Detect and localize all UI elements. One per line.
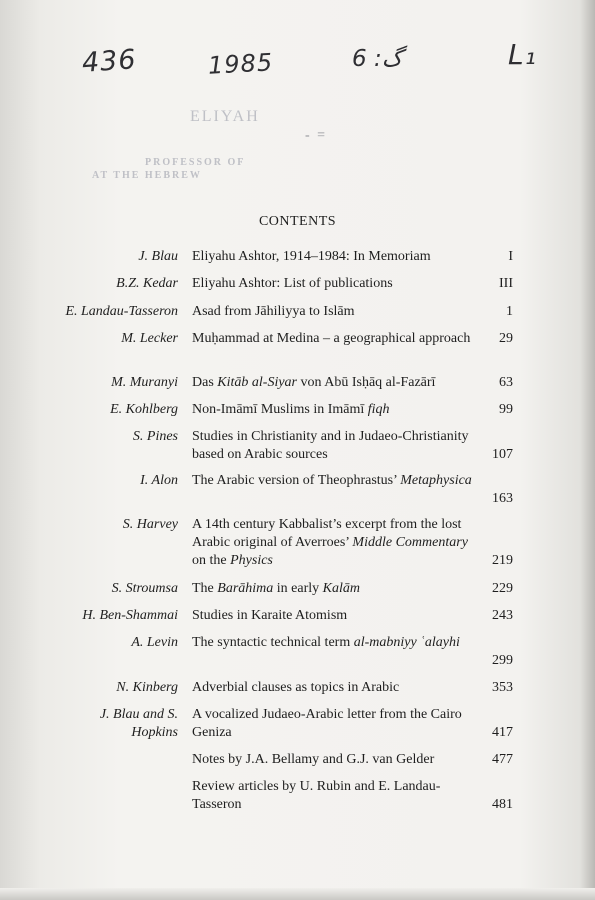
toc-page-number: 243 (492, 608, 513, 623)
toc-author: H. Ben-Shammai (82, 608, 178, 623)
show-through-line-2: PROFESSOR OF (145, 157, 246, 168)
toc-title: Asad from Jāhiliyya to Islām (192, 304, 355, 319)
handwritten-issue: گ: 6 (352, 46, 403, 72)
handwritten-year: 1985 (207, 48, 274, 80)
toc-page-number: I (508, 249, 513, 264)
toc-title: Adverbial clauses as topics in Arabic (192, 680, 400, 695)
handwritten-mark: L₁ (508, 38, 537, 71)
toc-author: A. Levin (131, 635, 178, 650)
toc-page-number: 353 (492, 680, 513, 695)
toc-title: Review articles by U. Rubin and E. Landau-Tasseron (192, 779, 441, 812)
toc-author: S. Stroumsa (111, 581, 178, 596)
toc-page-number: III (499, 276, 513, 291)
handwritten-number: 436 (80, 44, 138, 79)
toc-title: Muḥammad at Medina – a geographical approach (192, 331, 471, 346)
toc-title: Eliyahu Ashtor, 1914–1984: In Memoriam (192, 249, 431, 264)
toc-author: B.Z. Kedar (116, 276, 178, 291)
toc-title: The Arabic version of Theophrastus’ Metaphysica (192, 473, 472, 488)
toc-page-number: 107 (492, 447, 513, 462)
toc-author: N. Kinberg (116, 680, 178, 695)
toc-title: The Barāhima in early Kalām (192, 581, 360, 596)
toc-title: Studies in Christianity and in Judaeo-Christianity based on Arabic sources (192, 429, 469, 462)
toc-page-number: 417 (492, 725, 513, 740)
toc-author: J. Blau (138, 249, 178, 264)
show-through-dash: - = (305, 128, 328, 143)
toc-title: A vocalized Judaeo-Arabic letter from the Cairo Geniza (192, 707, 462, 740)
toc-title: The syntactic technical term al-mabniyy ʿalayhi (192, 635, 460, 650)
toc-page-number: 163 (492, 491, 513, 506)
toc-author: M. Muranyi (111, 375, 178, 390)
toc-title: Non-Imāmī Muslims in Imāmī fiqh (192, 402, 390, 417)
toc-author: J. Blau and S. Hopkins (99, 707, 178, 740)
toc-page-number: 99 (499, 402, 513, 417)
toc-title: Studies in Karaite Atomism (192, 608, 348, 623)
toc-title: Das Kitāb al-Siyar von Abū Isḥāq al-Fazārī (192, 375, 436, 390)
toc-page-number: 219 (492, 553, 513, 568)
contents-heading: CONTENTS (258, 214, 337, 229)
toc-page-number: 299 (492, 653, 513, 668)
toc-title: Eliyahu Ashtor: List of publications (192, 276, 393, 291)
toc-author: S. Pines (132, 429, 178, 444)
toc-page-number: 481 (492, 797, 513, 812)
toc-author: S. Harvey (122, 517, 178, 532)
toc-page-number: 29 (499, 331, 513, 346)
toc-page-number: 1 (506, 304, 513, 319)
page-bottom-edge (0, 888, 595, 900)
show-through-line-1: ELIYAH (190, 108, 260, 125)
toc-author: E. Kohlberg (110, 402, 178, 417)
toc-author: E. Landau-Tasseron (65, 304, 178, 319)
toc-title: Notes by J.A. Bellamy and G.J. van Gelder (192, 752, 435, 767)
toc-author: I. Alon (140, 473, 178, 488)
toc-page-number: 477 (492, 752, 513, 767)
toc-title: A 14th century Kabbalist’s excerpt from the lost Arabic original of Averroes’ Middle Commentary on the Physics (192, 517, 468, 568)
toc-page-number: 63 (499, 375, 513, 390)
show-through-line-3: AT THE HEBREW (92, 170, 202, 181)
toc-author: M. Lecker (121, 331, 178, 346)
toc-page-number: 229 (492, 581, 513, 596)
